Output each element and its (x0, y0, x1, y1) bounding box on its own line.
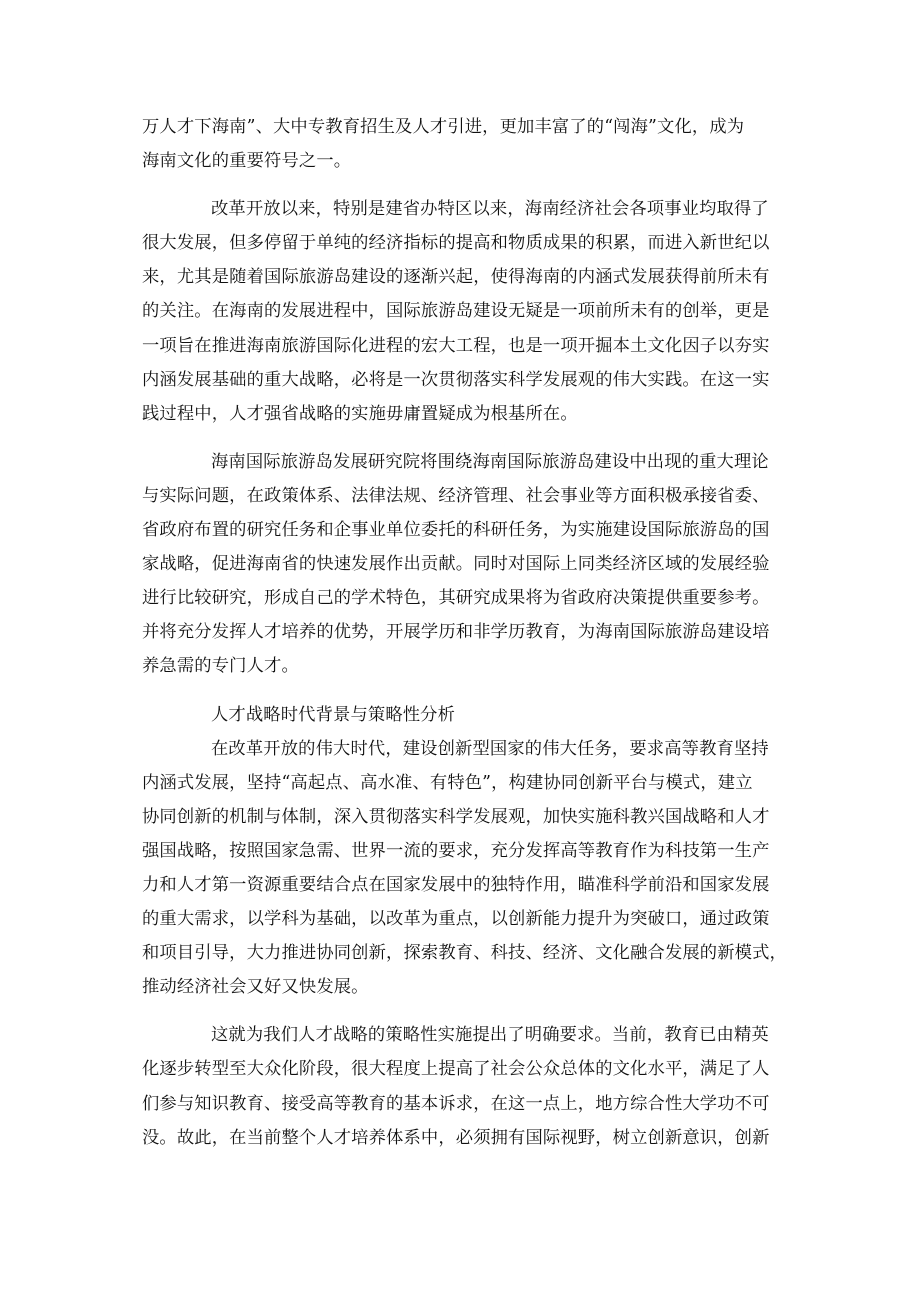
paragraph-4 (142, 732, 787, 1005)
text-line: 推动经济社会又好又快发展。 (142, 977, 369, 998)
text-line: 万人才下海南”、大中专教育招生及人才引进，更加丰富了的“闯海”文化，成为 (142, 117, 745, 137)
text-line: 家战略，促进海南省的快速发展作出贡献。同时对国际上同类经济区域的发展经验 (142, 554, 770, 575)
text-line: 很大发展，但多停留于单纯的经济指标的提高和物质成果的积累，而进入新世纪以 (142, 233, 770, 254)
text-line: 的重大需求，以学科为基础，以改革为重点，以创新能力提升为突破口，通过政策 (142, 909, 770, 930)
paragraph-gap (142, 684, 782, 698)
text-line: 化逐步转型至大众化阶段，很大程度上提高了社会公众总体的文化水平，满足了人 (142, 1059, 770, 1080)
text-line: 养急需的专门人才。 (142, 656, 299, 677)
text-line: 的关注。在海南的发展进程中，国际旅游岛建设无疑是一项前所未有的创举，更是 (142, 301, 770, 322)
text-line: 践过程中，人才强省战略的实施毋庸置疑成为根基所在。 (142, 403, 578, 424)
text-line: 内涵式发展，坚持“高起点、高水准、有特色”，构建协同创新平台与模式，建立 (142, 772, 753, 793)
text-line: 改革开放以来，特别是建省办特区以来，海南经济社会各项事业均取得了 (211, 199, 769, 220)
text-line: 省政府布置的研究任务和企事业单位委托的科研任务，为实施建设国际旅游岛的国 (142, 520, 770, 541)
text-line: 协同创新的机制与体制，深入贯彻落实科学发展观，加快实施科教兴国战略和人才 (142, 806, 770, 827)
text-line: 没。故此，在当前整个人才培养体系中，必须拥有国际视野，树立创新意识，创新 (142, 1127, 770, 1148)
text-line: 力和人才第一资源重要结合点在国家发展中的独特作用，瞄准科学前沿和国家发展 (142, 874, 770, 895)
text-line: 海南国际旅游岛发展研究院将围绕海南国际旅游岛建设中出现的重大理论 (211, 451, 769, 472)
paragraph-1 (142, 110, 782, 178)
text-line: 一项旨在推进海南旅游国际化进程的宏大工程，也是一项开掘本土文化因子以夯实 (142, 335, 770, 356)
paragraph-5 (142, 1018, 782, 1154)
paragraph-gap (142, 178, 782, 192)
paragraph-2 (142, 192, 782, 431)
text-line: 与实际问题，在政策体系、法律法规、经济管理、社会事业等方面积极承接省委、 (142, 485, 770, 506)
text-line: 进行比较研究，形成自己的学术特色，其研究成果将为省政府决策提供重要参考。 (142, 588, 770, 609)
text-line: 们参与知识教育、接受高等教育的基本诉求，在这一点上，地方综合性大学功不可 (142, 1093, 770, 1114)
text-line: 内涵发展基础的重大战略，必将是一次贯彻落实科学发展观的伟大实践。在这一实 (142, 369, 770, 390)
paragraph-gap (142, 1004, 782, 1018)
section-heading (142, 698, 782, 732)
heading-text: 人才战略时代背景与策略性分析 (211, 704, 456, 725)
text-line: 在改革开放的伟大时代，建设创新型国家的伟大任务，要求高等教育坚持 (211, 738, 769, 759)
text-line: 强国战略，按照国家急需、世界一流的要求，充分发挥高等教育作为科技第一生产 (142, 840, 770, 861)
text-line: 和项目引导，大力推进协同创新，探索教育、科技、经济、文化融合发展的新模式， (142, 943, 787, 964)
text-line: 海南文化的重要符号之一。 (142, 151, 352, 172)
paragraph-gap (142, 431, 782, 445)
text-line: 这就为我们人才战略的策略性实施提出了明确要求。当前，教育已由精英 (211, 1025, 769, 1046)
text-line: 并将充分发挥人才培养的优势，开展学历和非学历教育，为海南国际旅游岛建设培 (142, 622, 770, 643)
text-line: 来，尤其是随着国际旅游岛建设的逐渐兴起，使得海南的内涵式发展获得前所未有 (142, 267, 770, 288)
paragraph-3 (142, 445, 782, 684)
document-body (142, 110, 787, 1155)
